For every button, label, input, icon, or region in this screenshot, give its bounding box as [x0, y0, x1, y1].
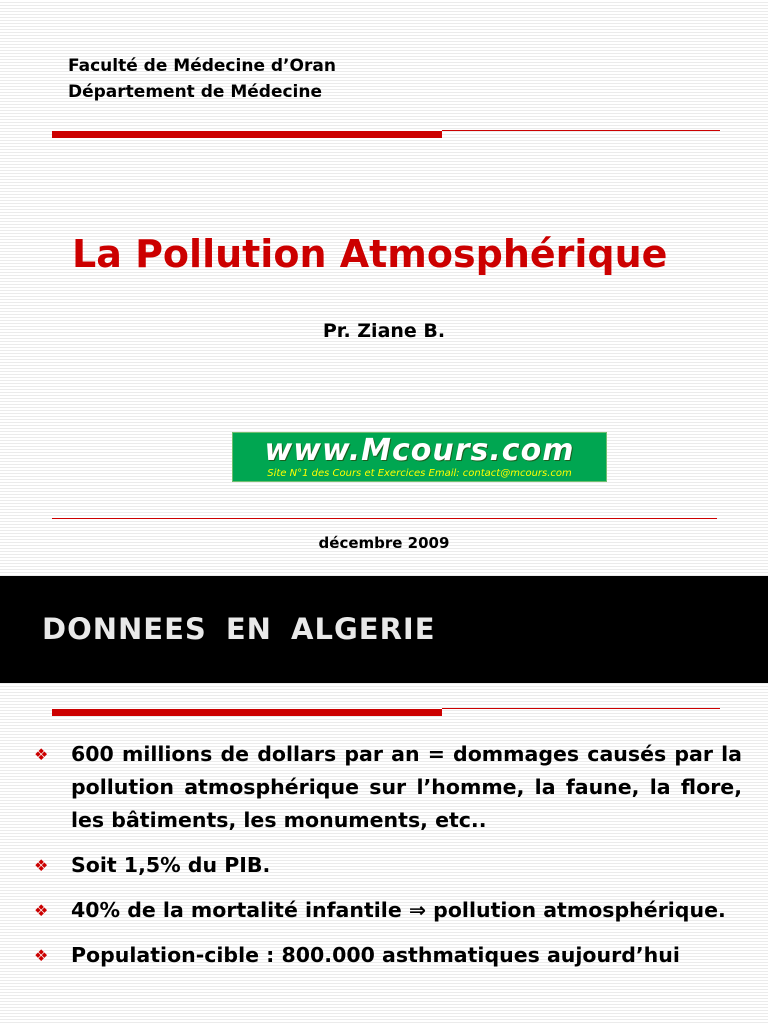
- bullet-list: [34, 738, 742, 984]
- diamond-bullet-icon: ❖: [34, 745, 49, 764]
- slide-title: La Pollution Atmosphérique: [72, 232, 668, 276]
- red-rule-thick: [52, 131, 442, 138]
- list-item: ❖ 600 millions de dollars par an = dommages causés par la pollution atmosphérique sur l’homme, la faune, la flore, les bâtiments, les monuments, etc..: [34, 738, 742, 837]
- diamond-bullet-icon: ❖: [34, 946, 49, 965]
- section-title: DONNEES EN ALGERIE: [42, 612, 436, 646]
- faculty-name: Faculté de Médecine d’Oran: [68, 56, 336, 76]
- department-name: Département de Médecine: [68, 82, 323, 102]
- diamond-bullet-icon: ❖: [34, 901, 49, 920]
- red-rule-thick-2: [52, 709, 442, 716]
- diamond-bullet-icon: ❖: [34, 856, 49, 875]
- date: décembre 2009: [318, 534, 450, 552]
- red-rule-thin-2: [442, 708, 720, 709]
- red-divider: [52, 518, 717, 519]
- list-item: ❖ Population-cible : 800.000 asthmatiques aujourd’hui: [34, 939, 742, 972]
- mcours-banner[interactable]: [232, 432, 607, 482]
- banner-tagline: Site N°1 des Cours et Exercices Email: contact@mcours.com: [267, 468, 572, 479]
- list-item: ❖ 40% de la mortalité infantile ⇒ pollution atmosphérique.: [34, 894, 742, 927]
- red-rule-thin: [442, 130, 720, 131]
- banner-url[interactable]: www.Mcours.com: [264, 433, 575, 468]
- author: Pr. Ziane B.: [322, 320, 446, 342]
- list-item: ❖ Soit 1,5% du PIB.: [34, 849, 742, 882]
- section-header: [0, 576, 768, 683]
